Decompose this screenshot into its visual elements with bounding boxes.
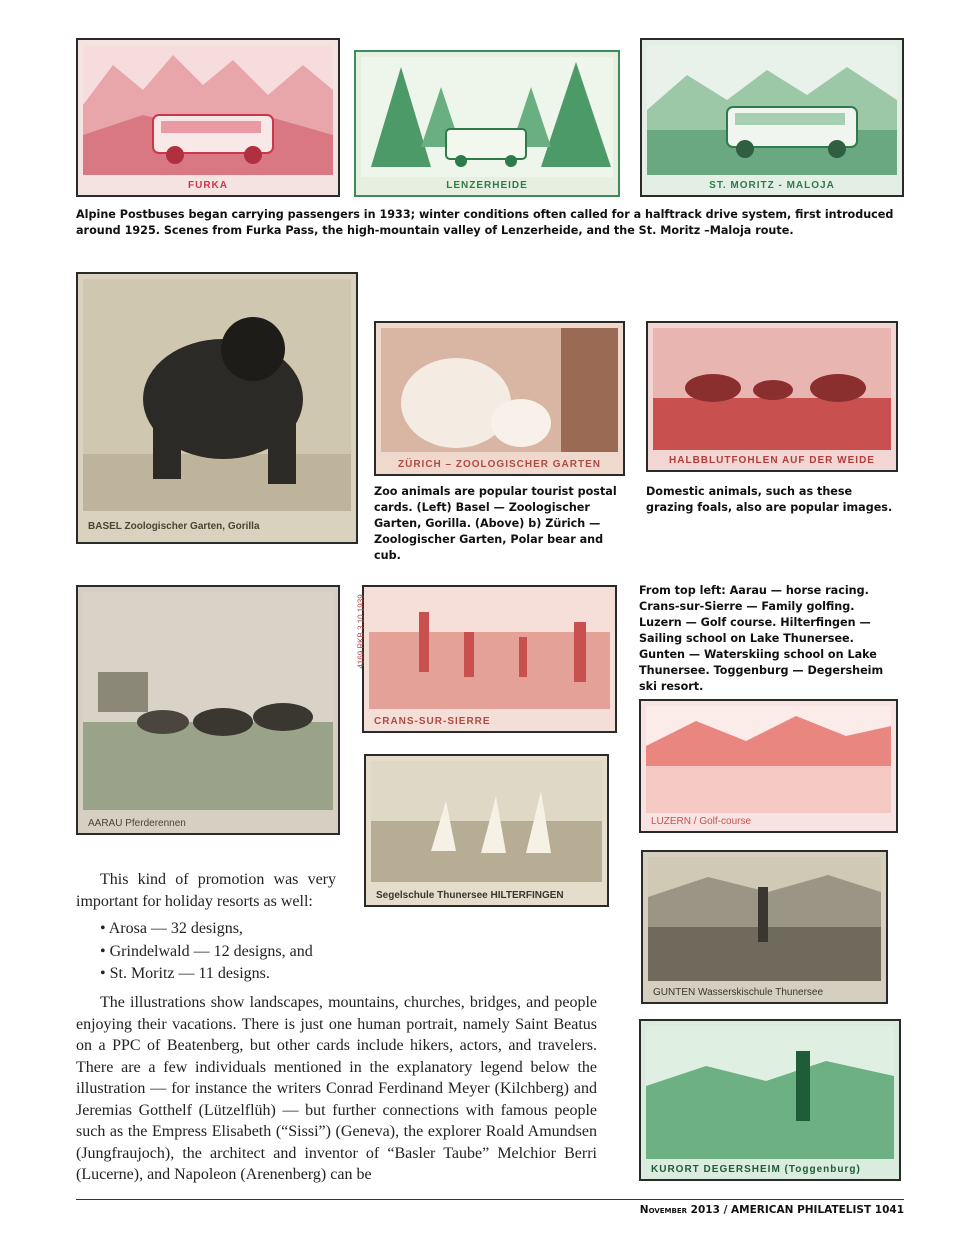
card-label: CRANS-SUR-SIERRE (374, 716, 491, 727)
main-paragraph (76, 992, 597, 1186)
postcard-thunersee (364, 754, 609, 907)
postcard-aarau (76, 585, 340, 835)
card-label: FURKA (188, 180, 228, 191)
postcard-degersheim (639, 1019, 901, 1181)
postcard-crans-sur-sierre (356, 585, 617, 733)
postcard-st-moritz-maloja (640, 38, 904, 197)
footer-month: November (639, 1204, 688, 1216)
postcard-zurich-polar-bear (374, 321, 625, 476)
furka-illustration (83, 45, 333, 175)
card-label: Segelschule Thunersee HILTERFINGEN (376, 890, 564, 901)
postcard-basel-gorilla (76, 272, 358, 544)
resort-list (100, 918, 313, 986)
degersheim-illustration (646, 1026, 894, 1159)
postcard-furka (76, 38, 340, 197)
card-label: ZÜRICH – ZOOLOGISCHER GARTEN (397, 459, 601, 470)
card-label: HALBBLUTFOHLEN AUF DER WEIDE (669, 455, 875, 466)
list-item: • St. Moritz — 11 designs. (100, 963, 313, 986)
crans-illustration (369, 592, 610, 709)
thunersee-illustration (371, 761, 602, 882)
footer-rest: 2013 / AMERICAN PHILATELIST 1041 (687, 1204, 904, 1216)
card-label: ST. MORITZ - MALOJA (709, 180, 835, 191)
gunten-illustration (648, 857, 881, 981)
card-side-text: 4169 RKB 3.10.1939 (356, 594, 366, 669)
domestic-caption: Domestic animals, such as these grazing foals, also are popular images. (646, 485, 893, 514)
card-label: GUNTEN Wasserskischule Thunersee (653, 987, 824, 998)
postcard-foals (646, 321, 898, 472)
footer-rule (76, 1199, 904, 1200)
lenzerheide-illustration (361, 57, 613, 177)
card-label: AARAU Pferderennen (88, 818, 186, 829)
postcard-luzern (639, 699, 898, 833)
page-footer (640, 1204, 904, 1216)
postbus-caption: Alpine Postbuses began carrying passengers in 1933; winter conditions often called for a halftrack drive system, first introduced around 1925. Scenes from Furka Pass, the high-mountain valley of Lenzerheide, and the St. Moritz –Maloja route. (76, 208, 894, 237)
foals-illustration (653, 328, 891, 450)
sports-caption: From top left: Aarau — horse racing. Crans-sur-Sierre — Family golfing. Luzern — Golf course. Hilterfingen — Sailing school on Lake Thunersee. Gunten — Waterskiing school on Lake Thunersee. Toggenburg — Degersheim ski resort. (639, 584, 884, 693)
intro-paragraph (76, 869, 336, 912)
aarau-illustration (83, 592, 333, 810)
intro-text: This kind of promotion was very important for holiday resorts as well: (76, 871, 336, 910)
luzern-illustration (646, 706, 891, 813)
list-item: • Grindelwald — 12 designs, and (100, 941, 313, 964)
card-label: LENZERHEIDE (446, 180, 528, 191)
postcard-gunten (641, 850, 888, 1004)
list-item: • Arosa — 32 designs, (100, 918, 313, 941)
main-text: The illustrations show landscapes, mountains, churches, bridges, and people enjoying their vacations. There is just one human portrait, namely Saint Beatus on a PPC of Beatenberg, but other cards include hikers, actors, and travelers. There are a few individuals mentioned in the explanatory legend below the illustration — for instance the writers Conrad Ferdinand Meyer (Kilchberg) and Jeremias Gotthelf (Lützelflüh) — but further connections with famous people such as the Empress Elisabeth (“Sissi”) (Geneva), the explorer Roald Amundsen (Jungfraujoch), the architect and inventor of “Basler Taube” Melchior Berri (Lucerne), and Napoleon (Arenenberg) can be (76, 994, 597, 1183)
card-label: KURORT DEGERSHEIM (Toggenburg) (651, 1164, 861, 1175)
card-label: BASEL Zoologischer Garten, Gorilla (88, 521, 260, 532)
zoo-caption: Zoo animals are popular tourist postal cards. (Left) Basel — Zoologischer Garten, Gorilla. (Above) b) Zürich — Zoologischer Garten, Polar bear and cub. (374, 485, 617, 562)
postcard-lenzerheide (354, 50, 620, 197)
gorilla-illustration (83, 279, 351, 511)
st-moritz-illustration (647, 45, 897, 175)
card-label: LUZERN / Golf-course (651, 816, 752, 827)
polar-bear-illustration (381, 328, 618, 452)
